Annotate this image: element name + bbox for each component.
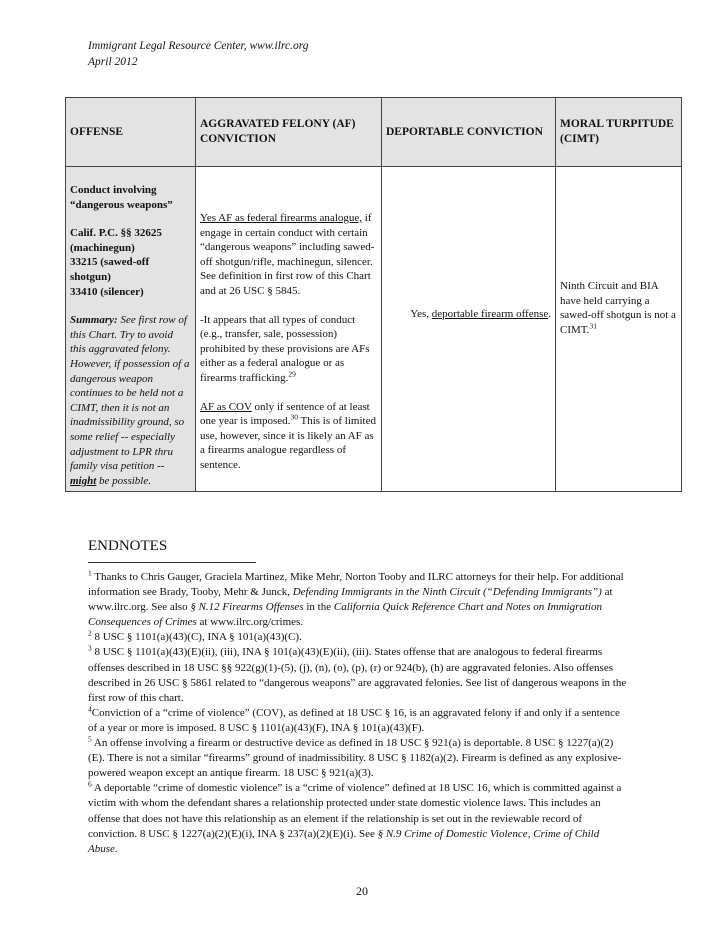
endnote-6: $^6$ A deportable “crime of domestic violence” is a “crime of violence” defined at 18 USC 16, which is committed against a victim with whom the defendant shares a relationship protected under state domestic violence laws. This includes an offense that does not have this relationship as an element if the relationship is set out in the reviewable record of conviction. 8 USC § 1227(a)(2)(E)(i), INA § 237(a)(2)(E)(i). See § N.9 Crime of Domestic Violence, Crime of Child Abuse. <box>88 779 622 855</box>
endnote-1: $^1$ Thanks to Chris Gauger, Graciela Martinez, Mike Mehr, Norton Tooby and ILRC attorneys for their help. For additional information see Brady, Tooby, Mehr & Junck, Defending Immigrants in the Ninth Circuit (“Defending Immigrants”) at www.ilrc.org. See also § N.12 Firearms Offenses in the California Quick Reference Chart and Notes on Immigration Consequences of Crimes at www.ilrc.org/crimes. <box>88 568 624 629</box>
endnote-4: $^4$Conviction of a “crime of violence” (COV), as defined at 18 USC § 16, is an aggravated felony if and only if a sentence of a year or more is imposed. 8 USC § 1101(a)(43)(F), INA § 101(a)(43)(F). <box>88 704 620 734</box>
endnote-5: $^5$ An offense involving a firearm or destructive device as defined in 18 USC § 921(a) is deportable. 8 USC § 1227(a)(2)(E). There is not a similar “firearms” ground of inadmissibility. 8 USC § 1182(a)(2). Firearm is defined as any explosive-powered weapon except an antique firearm. 18 USC § 921(a)(3). <box>88 734 622 780</box>
offense-title-line1: Conduct involving <box>70 184 157 196</box>
endnote-2: $^2$ 8 USC § 1101(a)(43)(C), INA § 101(a)(43)(C). <box>88 628 302 644</box>
cimt-cell <box>556 167 682 492</box>
table-row <box>66 167 682 492</box>
af-paragraph-2: -It appears that all types of conduct (e.g., transfer, sale, possession) prohibited by these provisions are AFs either as a federal analogue or as firearms trafficking.$^{29}$ <box>200 313 370 384</box>
offense-title-line2: “dangerous weapons” <box>70 198 173 211</box>
endnotes-list <box>88 570 628 857</box>
af-paragraph-3: AF as COV only if sentence of at least one year is imposed.$^{30}$ This is of limited use, however, since it is likely an AF as a firearms analogue regardless of sentence. <box>200 400 376 471</box>
summary-emphasis: might <box>70 474 97 487</box>
offense-statute-2: 33215 (sawed-off shotgun) <box>70 256 150 283</box>
header-date: April 2012 <box>88 56 138 68</box>
summary-label: Summary: <box>70 314 118 327</box>
header-aggravated-felony: AGGRAVATED FELONY (AF) CONVICTION <box>196 98 382 167</box>
page-header <box>88 38 309 70</box>
cimt-text: Ninth Circuit and BIA have held carrying a sawed-off shotgun is not a CIMT.$^{31}$ <box>560 280 676 336</box>
header-organization: Immigrant Legal Resource Center, www.ilrc.org <box>88 40 309 52</box>
offense-cell <box>66 167 196 492</box>
header-cimt: MORAL TURPITUDE (CIMT) <box>556 98 682 167</box>
aggravated-felony-cell <box>196 167 382 492</box>
page-number: 20 <box>356 884 368 898</box>
deportable-cell <box>382 167 556 492</box>
endnotes-heading: ENDNOTES <box>88 538 168 554</box>
offense-statute-3: 33410 (silencer) <box>70 285 144 298</box>
header-deportable: DEPORTABLE CONVICTION <box>382 98 556 167</box>
table-header-row <box>66 98 682 167</box>
endnotes-divider <box>88 562 256 563</box>
header-offense: OFFENSE <box>66 98 196 167</box>
af-paragraph-1: Yes AF as federal firearms analogue, if engage in certain conduct with certain “dangerous weapons” including sawed-off shotgun/rifle, machinegun, silencer. See definition in first row of this Chart and at 26 USC § 5845. <box>200 212 375 297</box>
deportable-text: Yes, deportable firearm offense. <box>410 308 551 320</box>
offense-statute-1: Calif. P.C. §§ 32625 (machinegun) <box>70 227 162 254</box>
offense-summary: Summary: See first row of this Chart. Try to avoid this aggravated felony. However, if possession of a dangerous weapon continues to be held not a CIMT, then it is not an inadmissibility ground, so some relief -- especially adjustment to LPR thru family visa petition -- might be possible. <box>70 314 190 487</box>
offense-chart-table <box>65 97 682 492</box>
endnote-3: $^3$ 8 USC § 1101(a)(43)(E)(ii), (iii), INA § 101(a)(43)(E)(ii), (iii). States offense that are analogous to federal firearms offenses described in 18 USC §§ 922(g)(1)-(5), (j), (n), (o), (p), (r) or 924(b), (h) are aggravated felonies. Also offenses described in 26 USC § 5861 related to “dangerous weapons” are aggravated felonies. See list of dangerous weapons in the first row of this chart. <box>88 643 627 704</box>
